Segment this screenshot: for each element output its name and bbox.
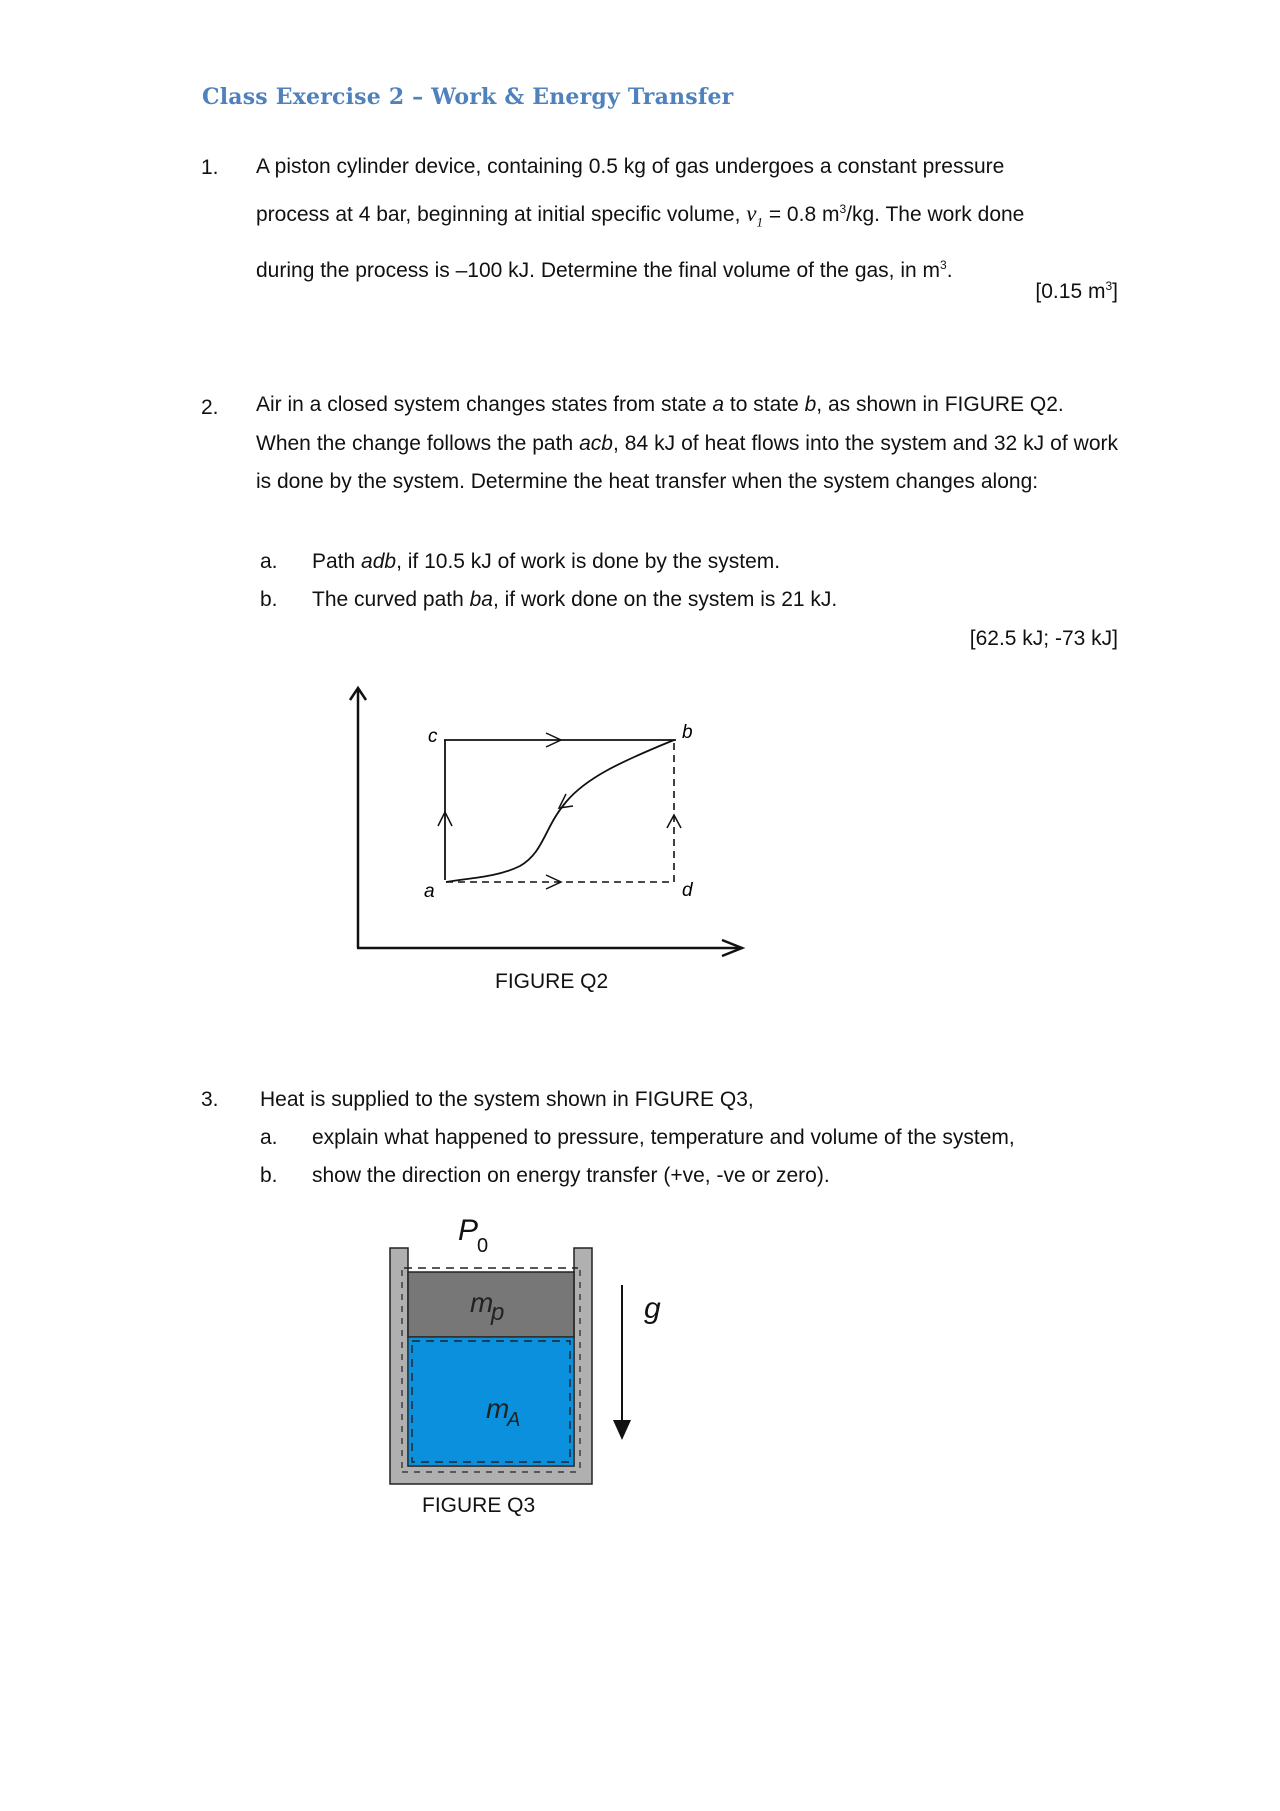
figure-q2-caption: FIGURE Q2: [495, 970, 609, 993]
figure-q3-caption: FIGURE Q3: [422, 1494, 536, 1517]
question-1-answer: [0.15 $m^3$]: [1035, 279, 1118, 303]
specific-volume-symbol: $v_1$: [746, 201, 763, 230]
q2-sentence-2: When the change follows the path acb, 84 kJ of heat flows into the system and 32 kJ of work is done by the system. Determine the heat transfer when the system changes along:: [256, 431, 1118, 493]
gas-mass-sub: A: [507, 1409, 521, 1431]
q1-line-3: during the process is –100 kJ. Determine the final volume of the gas, in $m^3$.: [256, 257, 953, 282]
q1-line-2-end: /kg. The work done: [846, 203, 1025, 226]
question-2-answer: [62.5 kJ; -73 kJ]: [969, 627, 1118, 650]
question-1-text: [256, 146, 1118, 292]
q1-line-2-text: process at 4 bar, beginning at initial specific volume,: [256, 203, 741, 226]
q2-part-a-label: a.: [260, 550, 278, 573]
q2-sentence-1: Air in a closed system changes states from state a to state b, as shown in FIGURE Q2.: [256, 393, 1064, 416]
q3-part-a-label: a.: [260, 1126, 278, 1149]
question-2-text: [256, 386, 1118, 502]
q1-line-1: A piston cylinder device, containing 0.5 kg of gas undergoes a constant pressure: [256, 155, 1005, 178]
point-label-a: a: [424, 881, 435, 902]
page-title: Class Exercise 2 – Work & Energy Transfer: [202, 84, 734, 110]
point-label-b: b: [682, 722, 693, 743]
figure-q3-diagram: [380, 1210, 680, 1490]
question-2-number: 2.: [201, 396, 219, 419]
piston-mass-symbol: m: [470, 1287, 494, 1318]
atmospheric-pressure-symbol: P: [458, 1214, 479, 1247]
figure-q2-diagram: [340, 680, 760, 1010]
gravity-symbol: g: [644, 1292, 661, 1325]
q3-part-b-text: show the direction on energy transfer (+ve, -ve or zero).: [312, 1164, 830, 1187]
q2-part-a-text: Path adb, if 10.5 kJ of work is done by the system.: [312, 550, 781, 573]
curved-path-ba: [446, 740, 674, 882]
q1-line-2: [256, 188, 1118, 244]
question-1-number: 1.: [201, 156, 219, 179]
q3-part-b-label: b.: [260, 1164, 278, 1187]
question-3-number: 3.: [201, 1088, 219, 1111]
gas-mass-symbol: m: [486, 1393, 510, 1424]
point-label-c: c: [428, 726, 438, 747]
q3-part-a-text: explain what happened to pressure, temperature and volume of the system,: [312, 1126, 1015, 1149]
q2-part-b-label: b.: [260, 588, 278, 611]
question-3-intro: Heat is supplied to the system shown in FIGURE Q3,: [260, 1088, 754, 1111]
q1-unit-exponent: 3: [839, 202, 847, 216]
q1-volume-value: = 0.8 m: [763, 203, 840, 226]
piston-mass-sub: p: [491, 1299, 505, 1326]
atmospheric-pressure-sub: 0: [477, 1235, 489, 1257]
point-label-d: d: [682, 880, 693, 901]
q2-part-b-text: The curved path ba, if work done on the system is 21 kJ.: [312, 588, 838, 611]
gravity-arrow-head-icon: [613, 1420, 631, 1440]
